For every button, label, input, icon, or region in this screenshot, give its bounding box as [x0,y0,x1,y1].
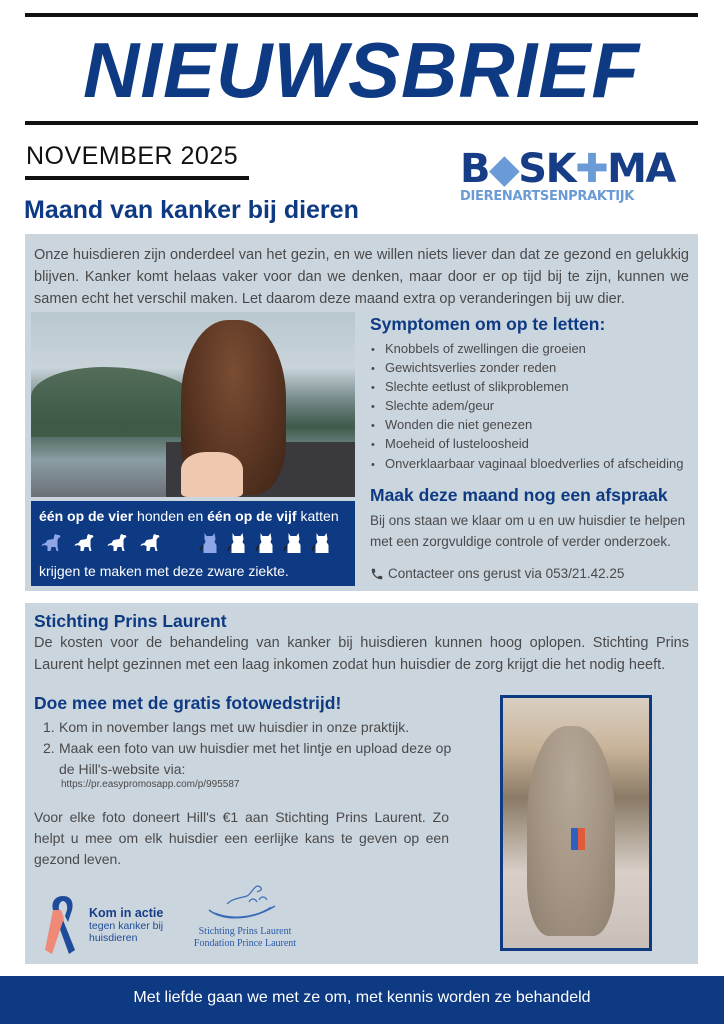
contest-heading: Doe mee met de gratis fotowedstrijd! [34,693,342,713]
contest-step: 2. Maak een foto van uw huisdier met het lintje en upload deze op de Hill's-website via: [43,740,452,777]
foundation-panel [25,603,698,964]
dog-icon [105,531,130,555]
symptoms-heading: Symptomen om op te letten: [370,314,606,334]
issue-date: NOVEMBER 2025 [26,142,239,170]
statistic-line: één op de vier honden en één op de vijf katten [39,508,339,524]
cat-icon [309,531,334,555]
campaign-logo-title: Kom in actie [89,906,164,920]
donation-text: Voor elke foto doneert Hill's €1 aan Stichting Prins Laurent. Zo helpt u mee om elk huisdier een eerlijke kans te geven op een gezond leven. [34,809,449,867]
symptom-item: • Knobbels of zwellingen die groeien [371,340,683,359]
top-rule [25,13,698,17]
footer-banner [0,976,724,1024]
clinic-logo-subtitle: DIERENARTSENPRAKTIJK [460,189,635,204]
statistic-tail: krijgen te maken met deze zware ziekte. [39,563,289,579]
cancer-month-panel [25,234,698,591]
masthead-title: NIEUWSBRIEF [83,26,640,114]
symptom-item: • Moeheid of lusteloosheid [371,435,683,454]
foundation-logo: Stichting Prins Laurent Fondation Prince Laurent [190,880,300,950]
main-title: Maand van kanker bij dieren [24,196,359,224]
dog-icon [72,531,97,555]
clinic-logo [460,146,675,218]
phone-icon [370,567,384,581]
symptom-item: • Wonden die niet genezen [371,416,683,435]
cat-icon [253,531,278,555]
appointment-heading: Maak deze maand nog een afspraak [370,485,668,505]
symptom-item: • Gewichtsverlies zonder reden [371,359,683,378]
cat-icon-highlighted [197,531,222,555]
clinic-logo-wordmark: B◆SK✚MA [460,146,675,192]
statistics-box [31,501,355,586]
dog-icon-highlighted [39,531,64,555]
intro-paragraph: Onze huisdieren zijn onderdeel van het gezin, en we willen niets liever dan dat ze gezond en gelukkig blijven. Kanker komt helaas vaker voor dan we denken, maar door er op tijd bij te zijn, kunnen we samen echt het verschil maken. Let daarom deze maand extra op veranderingen bij uw dier. [34,247,689,307]
pet-icons-row [39,526,347,560]
symptom-item: • Slechte adem/geur [371,397,683,416]
campaign-logo: Kom in actie tegen kanker bij huisdieren [43,890,173,960]
symptom-item: • Slechte eetlust of slikproblemen [371,378,683,397]
contest-link[interactable]: https://pr.easypromosapp.com/p/995587 [61,779,240,790]
horse-head-icon: ◆ [489,146,519,192]
footer-tagline: Met liefde gaan we met ze om, met kennis worden ze behandeld [133,989,591,1006]
foundation-text: De kosten voor de behandeling van kanker bij huisdieren kunnen hoog oplopen. Stichting Prins Laurent helpt gezinnen met een laag inkomen zodat hun huisdier de zorg krijgt die het nodig heeft. [34,635,689,673]
masthead-rule [25,121,698,125]
contest-step: 1. Kom in november langs met uw huisdier in onze praktijk. [43,719,410,735]
medical-cross-icon: ✚ [575,146,608,192]
cat-icon [225,531,250,555]
date-underline [25,176,249,180]
appointment-text: Bij ons staan we klaar om u en uw huisdier te helpen met een zorgvuldige controle of verder onderzoek. [370,513,686,549]
foundation-heading: Stichting Prins Laurent [34,611,227,631]
awareness-ribbon-icon [43,892,83,958]
contact-text[interactable]: Contacteer ons gerust via 053/21.42.25 [388,566,625,581]
cat-icon [281,531,306,555]
contact-line [370,566,624,581]
contest-steps [43,717,453,780]
hand-with-pets-icon [205,880,285,924]
symptom-item: • Onverklaarbaar vaginaal bloedverlies of afscheiding [371,455,683,474]
dog-icon [138,531,163,555]
dog-paw-photo [31,312,355,497]
weimaraner-photo [500,695,652,951]
symptoms-list [371,340,683,474]
